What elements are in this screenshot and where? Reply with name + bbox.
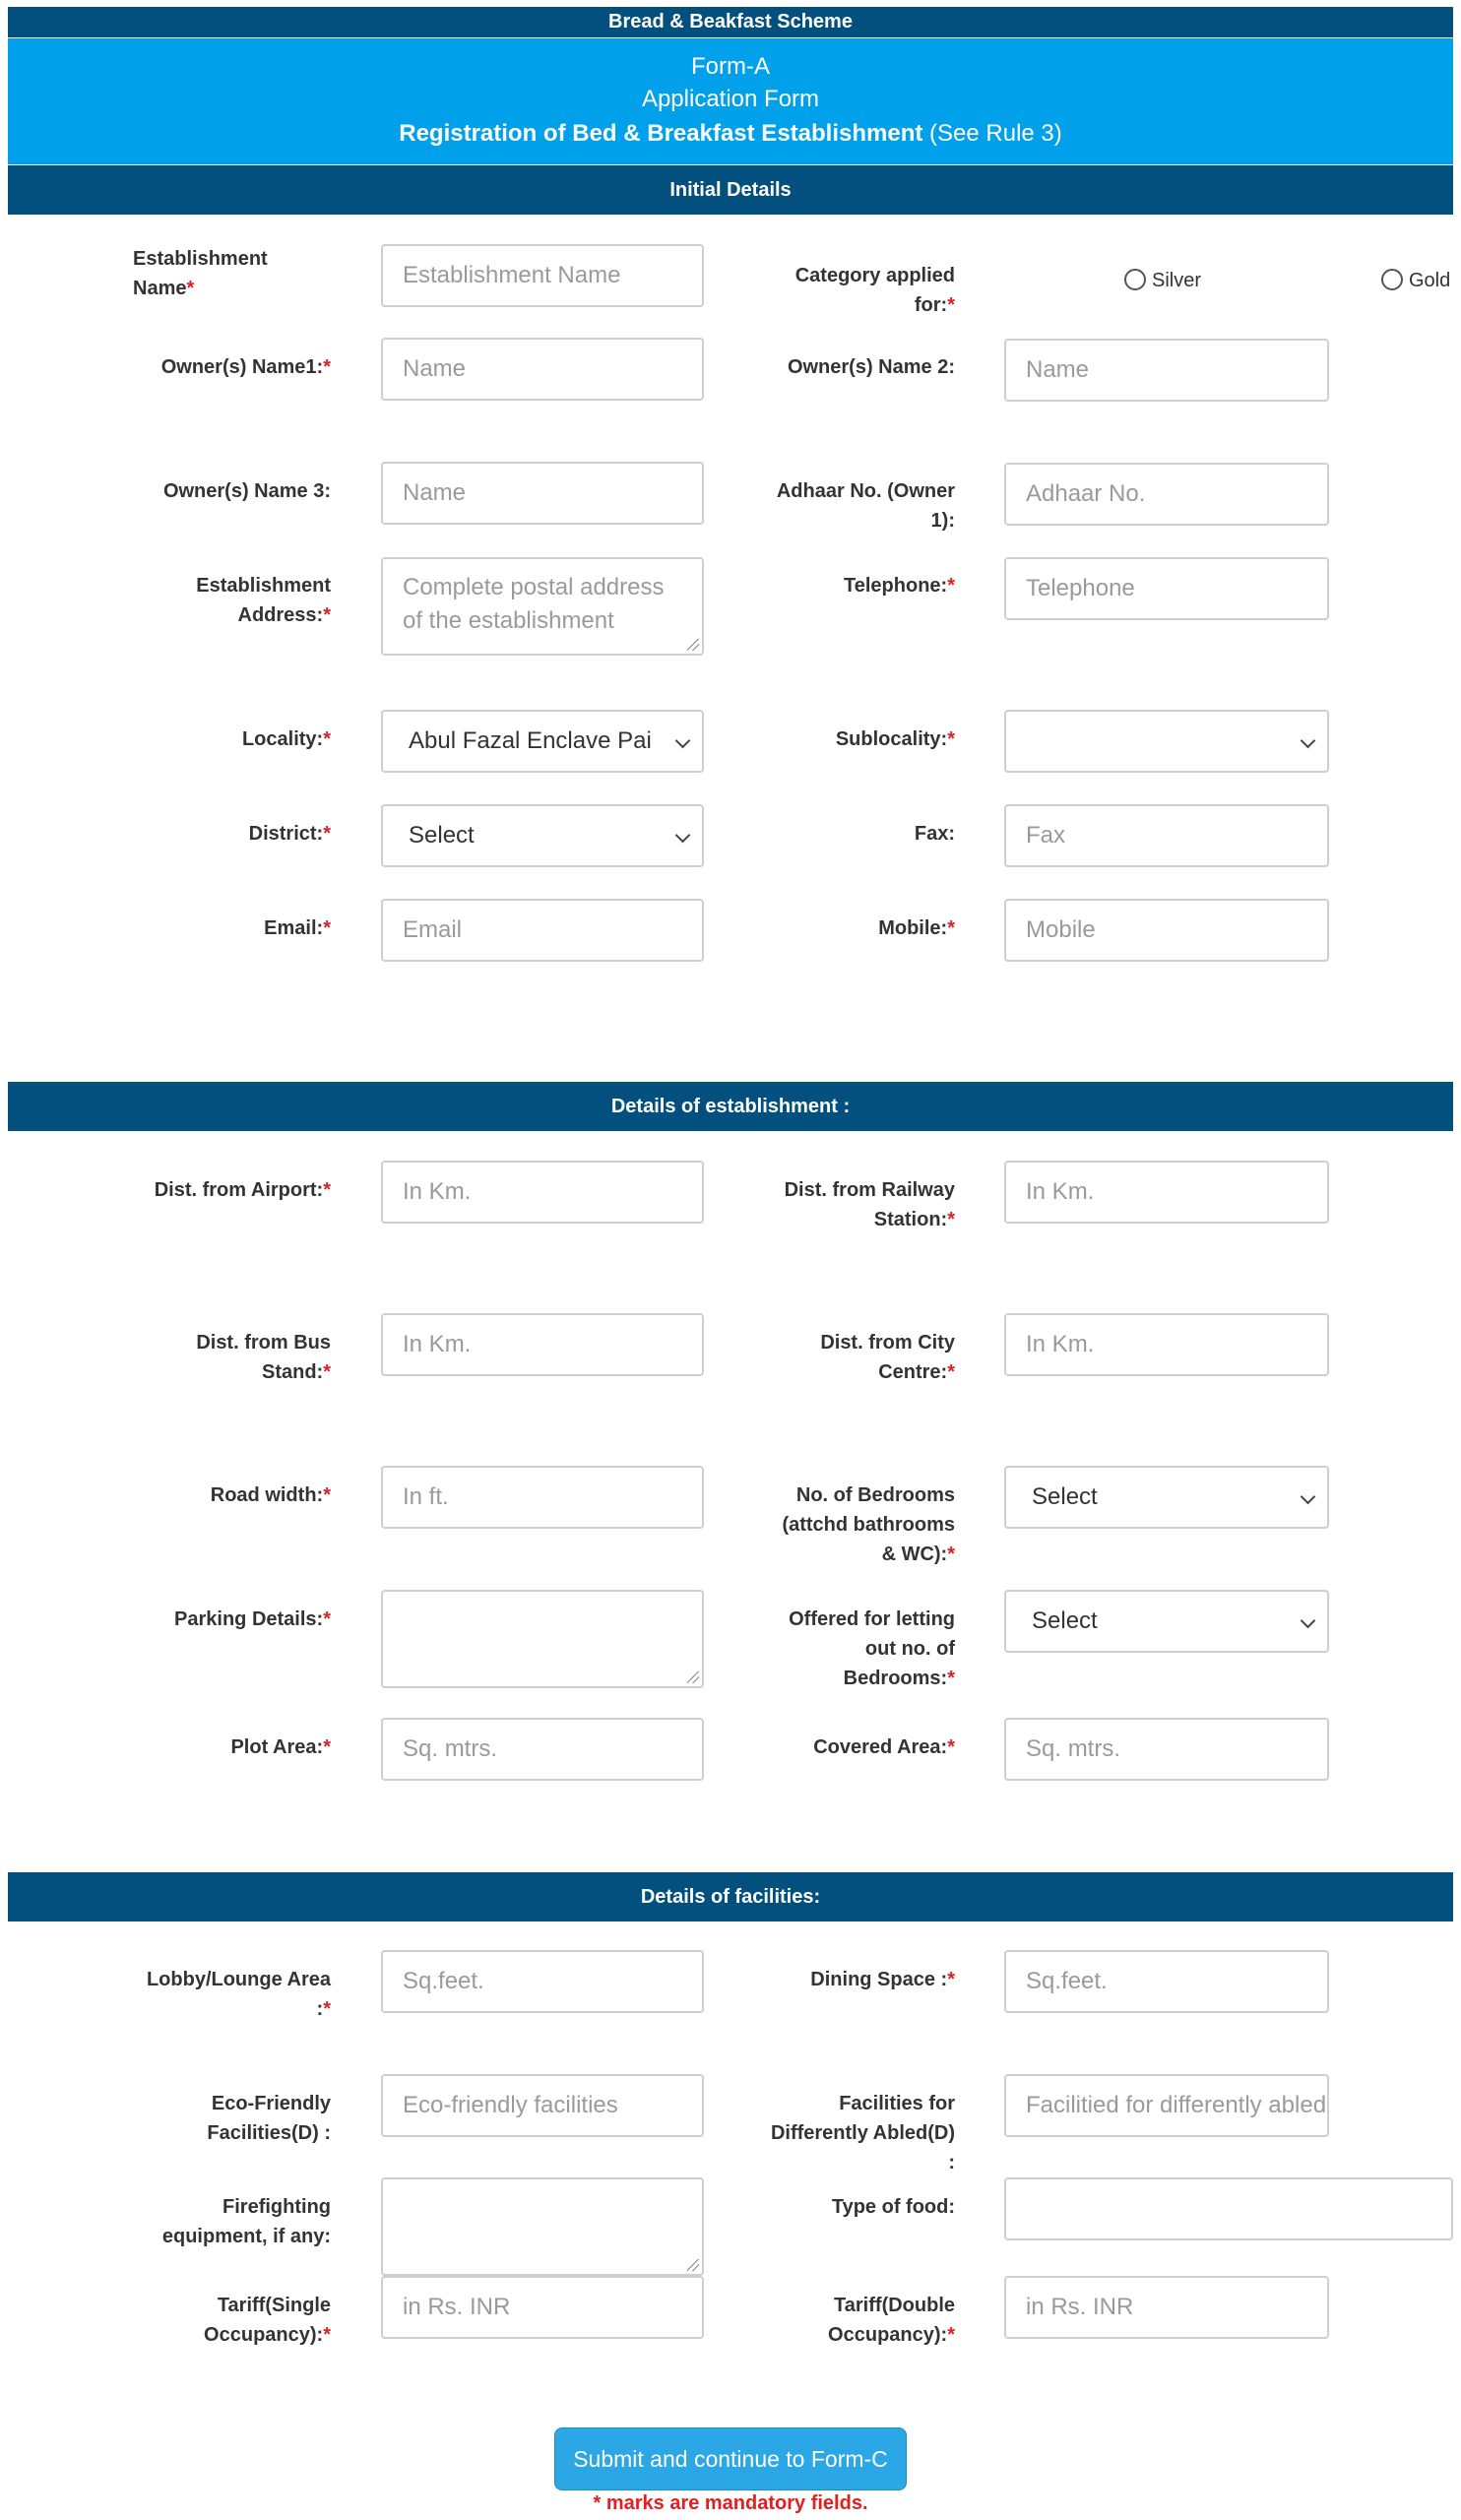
telephone-label: Telephone:* (844, 575, 955, 597)
owner1-label: Owner(s) Name1:* (160, 356, 331, 378)
covered-area-input[interactable]: Sq. mtrs. (1004, 1718, 1329, 1781)
submit-button[interactable]: Submit and continue to Form-C (554, 2427, 907, 2490)
eco-facilities-input[interactable]: Eco-friendly facilities (381, 2074, 704, 2137)
owner2-label: Owner(s) Name 2: (787, 356, 955, 378)
road-width-label: Road width:* (210, 1484, 331, 1506)
differently-abled-label: Facilities for Differently Abled(D) : (770, 2093, 955, 2174)
city-centre-label: Dist. from City Centre:* (820, 1332, 955, 1383)
food-type-input[interactable] (1004, 2177, 1453, 2240)
covered-area-label: Covered Area:* (813, 1736, 955, 1758)
mobile-input[interactable]: Mobile (1004, 899, 1329, 962)
district-label: District:* (248, 823, 331, 845)
bus-distance-input[interactable]: In Km. (381, 1313, 704, 1376)
lobby-area-input[interactable]: Sq.feet. (381, 1950, 704, 2013)
address-placeholder: Complete postal address of the establishment (403, 574, 665, 634)
resize-grip-icon[interactable] (687, 639, 699, 651)
firefighting-label: Firefighting equipment, if any: (161, 2196, 331, 2247)
resize-grip-icon[interactable] (687, 2259, 699, 2271)
bus-stand-label: Dist. from Bus Stand:* (196, 1332, 331, 1383)
fax-label: Fax: (914, 823, 955, 845)
category-silver-radio[interactable] (1124, 269, 1146, 290)
tariff-double-label: Tariff(Double Occupancy):* (828, 2295, 955, 2346)
airport-distance-input[interactable]: In Km. (381, 1161, 704, 1224)
owner3-label: Owner(s) Name 3: (162, 480, 331, 502)
mandatory-note: * marks are mandatory fields. (593, 2492, 868, 2514)
category-label: Category applied for:* (794, 265, 955, 316)
establishment-name-input[interactable]: Establishment Name (381, 244, 704, 307)
parking-textarea[interactable] (381, 1590, 704, 1688)
bedrooms-label: No. of Bedrooms (attchd bathrooms & WC):* (782, 1484, 955, 1565)
owner3-input[interactable]: Name (381, 462, 704, 525)
address-label: Establishment Address:* (196, 575, 331, 626)
food-type-label: Type of food: (831, 2196, 955, 2218)
category-gold-radio[interactable] (1381, 269, 1403, 290)
registration-rule: (See Rule 3) (922, 120, 1062, 147)
city-distance-input[interactable]: In Km. (1004, 1313, 1329, 1376)
differently-abled-input[interactable]: Facilitied for differently abled (1004, 2074, 1329, 2137)
telephone-input[interactable]: Telephone (1004, 557, 1329, 620)
adhaar-input[interactable]: Adhaar No. (1004, 463, 1329, 526)
section-facilities-details: Details of facilities: (8, 1872, 1453, 1922)
category-silver-label: Silver (1152, 270, 1202, 291)
address-textarea[interactable] (381, 557, 704, 656)
bedrooms-select[interactable]: Select (1004, 1466, 1329, 1529)
section-initial-details: Initial Details (8, 165, 1453, 215)
parking-label: Parking Details:* (174, 1608, 331, 1630)
email-label: Email:* (264, 917, 331, 939)
registration-title-bold: Registration of Bed & Breakfast Establishment (399, 120, 923, 147)
locality-select[interactable]: Abul Fazal Enclave Pai (381, 710, 704, 773)
letting-label: Offered for letting out no. of Bedrooms:* (789, 1608, 955, 1689)
section-establishment-details: Details of establishment : (8, 1082, 1453, 1131)
form-title: Application Form (641, 86, 820, 112)
tariff-single-label: Tariff(Single Occupancy):* (204, 2295, 331, 2346)
airport-label: Dist. from Airport:* (154, 1179, 331, 1201)
establishment-name-label: Establishment Name* (133, 248, 268, 299)
form-header (8, 38, 1453, 164)
railway-label: Dist. from Railway Station:* (784, 1179, 955, 1230)
sublocality-label: Sublocality:* (835, 728, 955, 750)
dining-label: Dining Space :* (810, 1969, 955, 1990)
eco-label: Eco-Friendly Facilities(D) : (207, 2093, 331, 2144)
plot-area-label: Plot Area:* (230, 1736, 331, 1758)
form-id: Form-A (691, 53, 770, 80)
dining-space-input[interactable]: Sq.feet. (1004, 1950, 1329, 2013)
scheme-title-bar: Bread & Beakfast Scheme (8, 7, 1453, 37)
tariff-double-input[interactable]: in Rs. INR (1004, 2276, 1329, 2339)
road-width-input[interactable]: In ft. (381, 1466, 704, 1529)
locality-label: Locality:* (241, 728, 331, 750)
sublocality-select[interactable] (1004, 710, 1329, 773)
firefighting-textarea[interactable] (381, 2177, 704, 2276)
registration-title (8, 120, 1453, 148)
owner1-input[interactable]: Name (381, 338, 704, 401)
district-select[interactable]: Select (381, 804, 704, 867)
owner2-input[interactable]: Name (1004, 339, 1329, 402)
lobby-label: Lobby/Lounge Area :* (146, 1969, 331, 2020)
adhaar-label: Adhaar No. (Owner 1): (776, 480, 955, 532)
fax-input[interactable]: Fax (1004, 804, 1329, 867)
mobile-label: Mobile:* (878, 917, 955, 939)
railway-distance-input[interactable]: In Km. (1004, 1161, 1329, 1224)
letting-select[interactable]: Select (1004, 1590, 1329, 1653)
plot-area-input[interactable]: Sq. mtrs. (381, 1718, 704, 1781)
email-input[interactable]: Email (381, 899, 704, 962)
category-gold-label: Gold (1409, 270, 1451, 291)
tariff-single-input[interactable]: in Rs. INR (381, 2276, 704, 2339)
